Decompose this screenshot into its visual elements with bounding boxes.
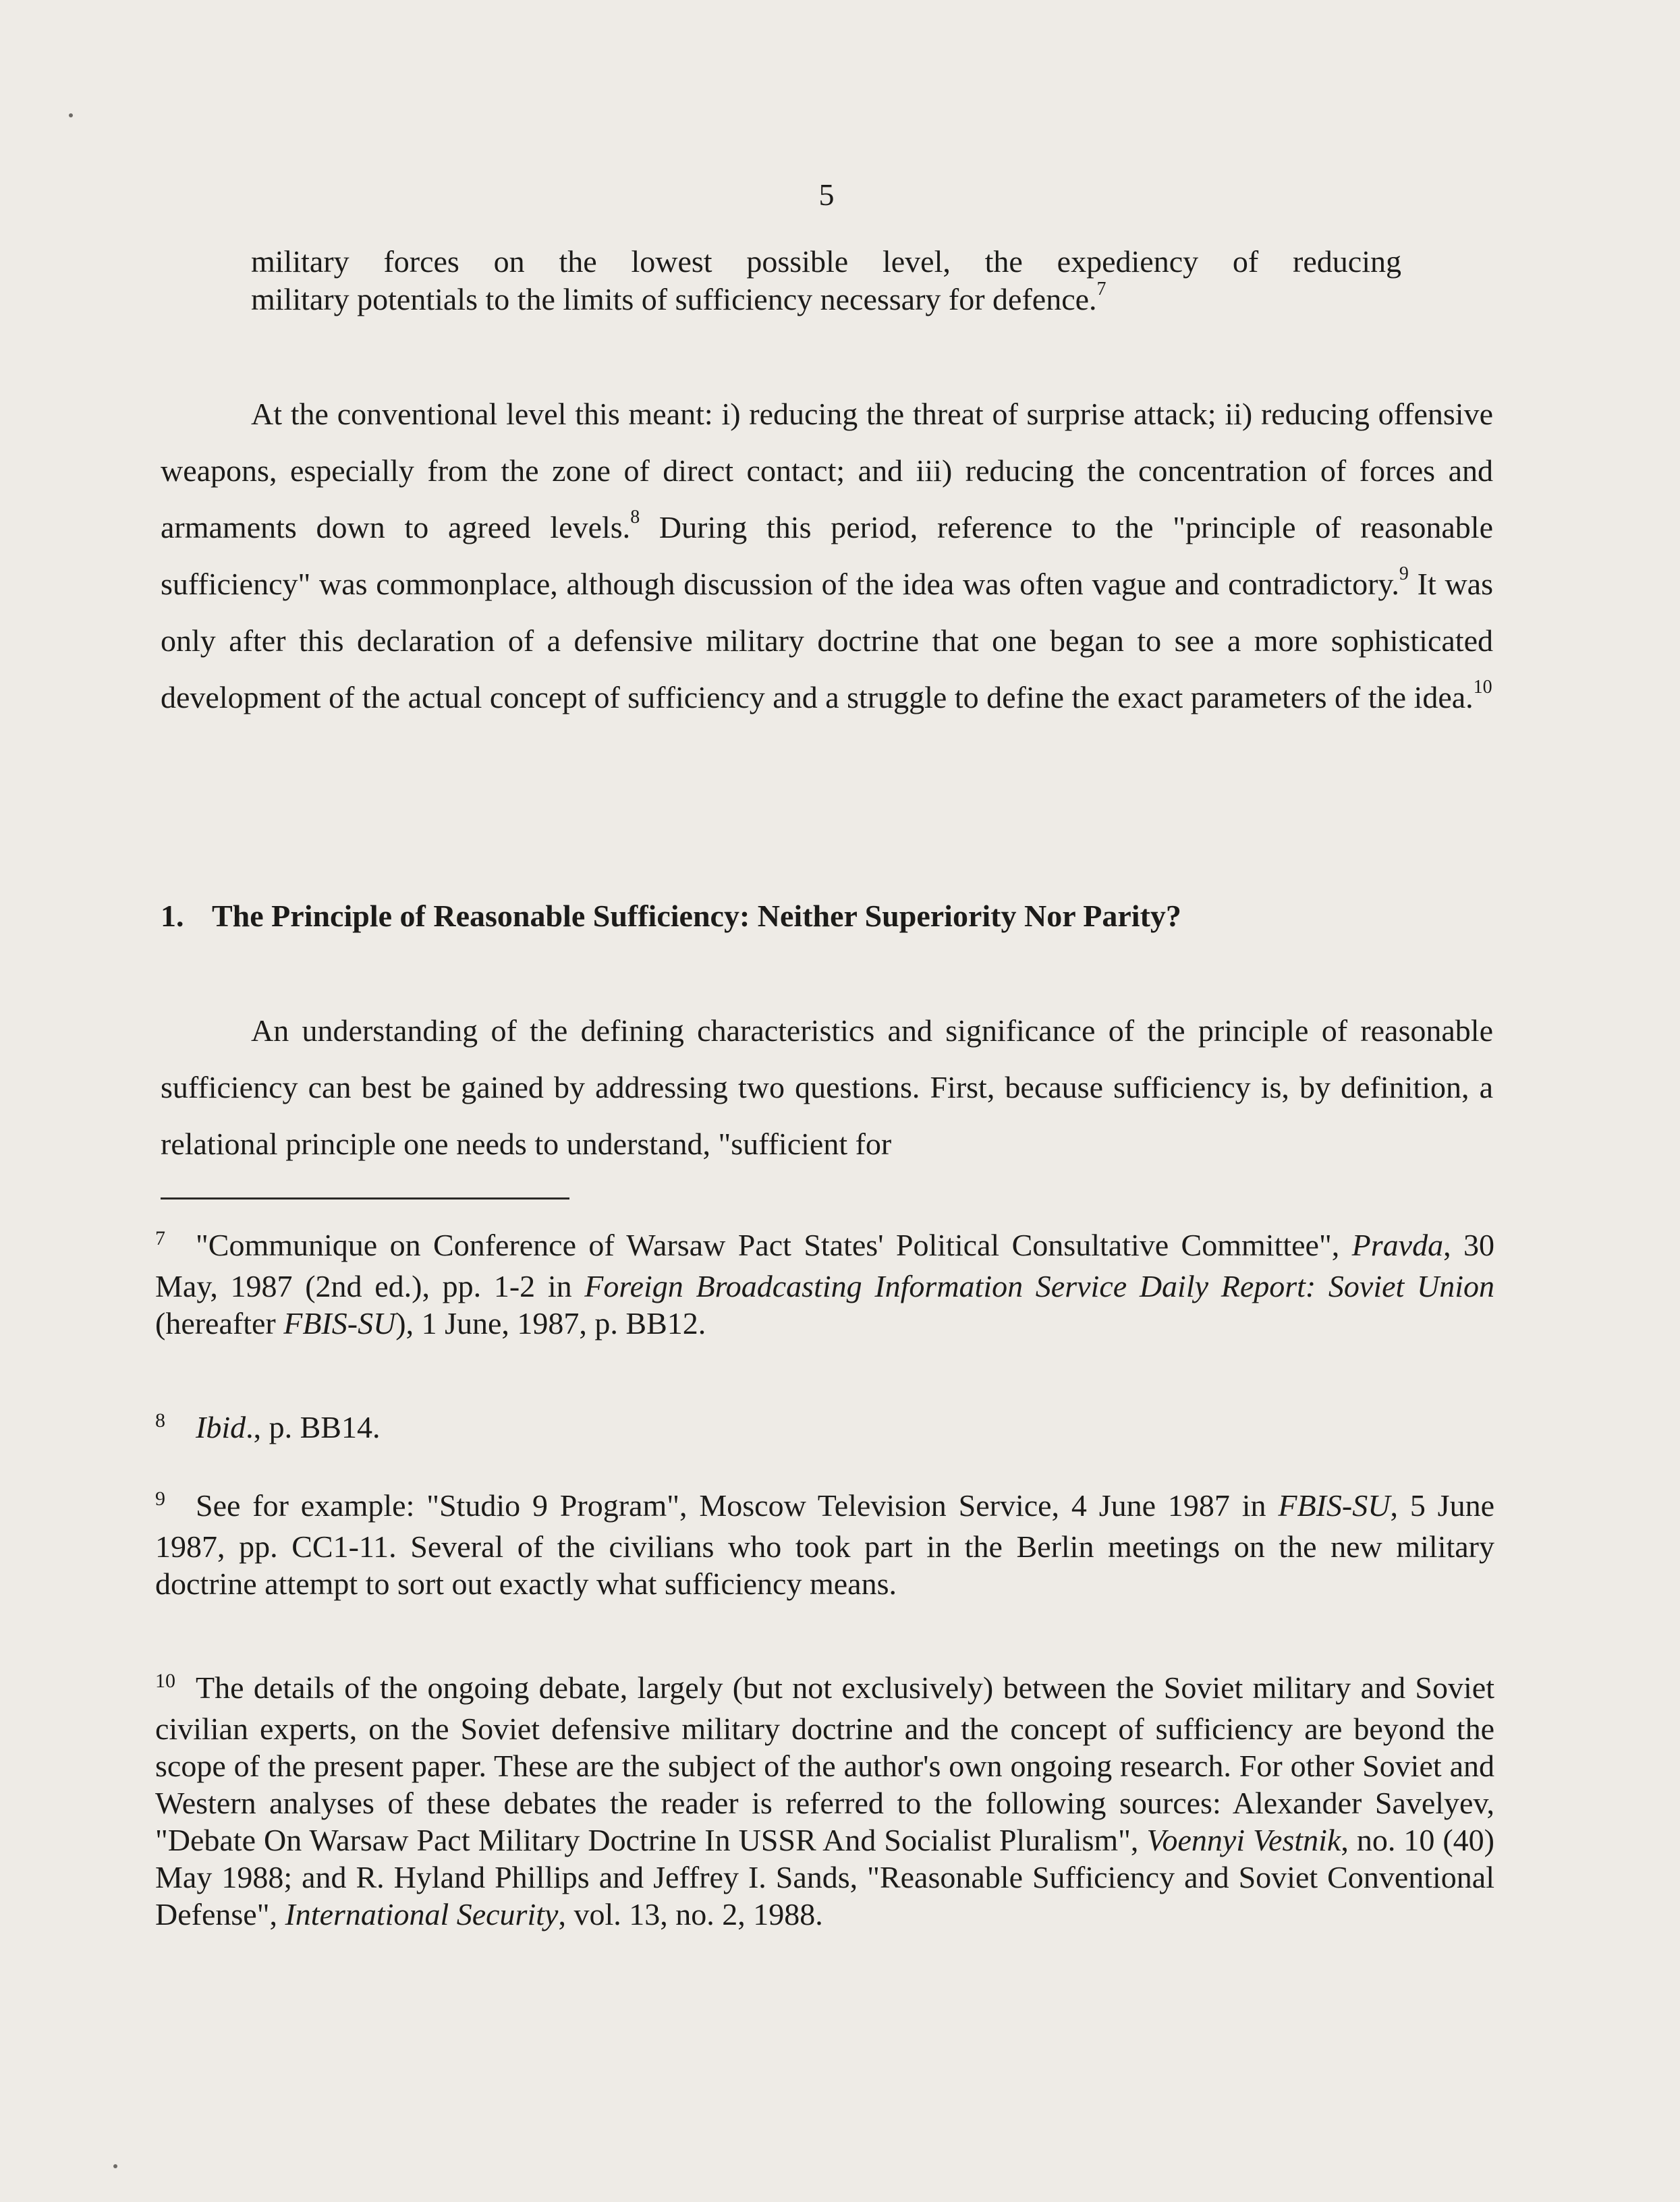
- footnote-italic: FBIS-SU: [1278, 1488, 1391, 1523]
- footnote-italic: Voennyi Vestnik: [1146, 1823, 1341, 1857]
- footnote-number: 8: [155, 1409, 165, 1432]
- footnote-italic: Foreign Broadcasting Information Service Daily Report: Soviet Union: [584, 1269, 1495, 1303]
- footnote-italic: Ibid: [196, 1410, 246, 1444]
- scan-speck: [113, 2164, 117, 2168]
- footnote-number: 7: [155, 1227, 165, 1249]
- paragraph-text: During this period, reference to the "principle of reasonable sufficiency" was commonplace, although discussion of the idea was often vague and contradictory.: [161, 510, 1493, 601]
- section-number: 1.: [161, 899, 184, 933]
- footnote-text: , 30 May, 1987 (2nd ed.), pp. 1-2 in: [155, 1228, 1494, 1303]
- body-paragraph-1: [161, 386, 1493, 726]
- footnote-ref-10: 10: [1473, 677, 1492, 698]
- footnote-number: 10: [155, 1670, 175, 1692]
- footnote-number: 9: [155, 1488, 165, 1510]
- footnote-text: See for example: "Studio 9 Program", Moscow Television Service, 4 June 1987 in: [196, 1488, 1279, 1523]
- footnote-text: ), 1 June, 1987, p. BB12.: [395, 1306, 706, 1340]
- body-paragraph-2: [161, 1003, 1493, 1173]
- footnote-text: , no. 10 (40) May 1988; and R. Hyland Phillips and Jeffrey I. Sands, "Reasonable Sufficiency and Soviet Conventional Defense",: [155, 1823, 1494, 1931]
- paragraph-text: An understanding of the defining characteristics and significance of the principle of reasonable sufficiency can best be gained by addressing two questions. First, because sufficiency is, by definition, a relational principle one needs to understand, "sufficient for: [161, 1013, 1493, 1161]
- footnote-7: [155, 1226, 1494, 1342]
- footnote-9: [155, 1487, 1494, 1602]
- footnote-text: ., p. BB14.: [246, 1410, 381, 1444]
- footnote-ref-8: 8: [630, 507, 640, 528]
- footnote-ref-9: 9: [1399, 563, 1409, 584]
- section-heading: [161, 897, 1493, 935]
- footnote-text: "Communique on Conference of Warsaw Pact States' Political Consultative Committee",: [196, 1228, 1352, 1262]
- paragraph-text: It was only after this declaration of a defensive military doctrine that one began to see a more sophisticated development of the actual concept of sufficiency and a struggle to define the exact parameters of the idea.: [161, 567, 1493, 714]
- quote-line-text: military potentials to the limits of sufficiency necessary for defence.: [251, 282, 1097, 316]
- footnote-text: The details of the ongoing debate, largely (but not exclusively) between the Soviet military and Soviet civilian experts, on the Soviet defensive military doctrine and the concept of sufficiency are beyond the scope of the present paper. These are the subject of the author's own ongoing research. For other Soviet and Western analyses of these debates the reader is referred to the following sources: Alexander Savelyev, "Debate On Warsaw Pact Military Doctrine In USSR And Socialist Pluralism",: [155, 1670, 1494, 1857]
- footnote-separator: [161, 1197, 569, 1199]
- footnote-8: [155, 1409, 1494, 1450]
- section-title: The Principle of Reasonable Sufficiency: Neither Superiority Nor Parity?: [212, 899, 1181, 933]
- footnote-10: [155, 1669, 1494, 1933]
- quote-continuation: [251, 243, 1401, 318]
- scan-speck: [69, 113, 73, 117]
- footnote-text: , vol. 13, no. 2, 1988.: [558, 1897, 823, 1931]
- footnote-italic: International Security: [285, 1897, 559, 1931]
- footnote-italic: FBIS-SU: [283, 1306, 396, 1340]
- footnote-text: (hereafter: [155, 1306, 284, 1340]
- footnote-italic: Pravda: [1351, 1228, 1444, 1262]
- paragraph-text: At the conventional level this meant: i) reducing the threat of surprise attack; ii) reducing offensive weapons, especially from the zone of direct contact; and iii) reducing the concentration of forces and armaments down to agreed levels.: [161, 397, 1493, 544]
- quote-line: [251, 281, 1398, 318]
- footnote-ref-7: 7: [1096, 279, 1107, 300]
- page-number: 5: [818, 177, 835, 212]
- quote-line: military forces on the lowest possible level, the expediency of reducing: [251, 244, 1401, 279]
- footnote-text: , 5 June 1987, pp. CC1-11. Several of the civilians who took part in the Berlin meetings on the new military doctrine attempt to sort out exactly what sufficiency means.: [155, 1488, 1494, 1601]
